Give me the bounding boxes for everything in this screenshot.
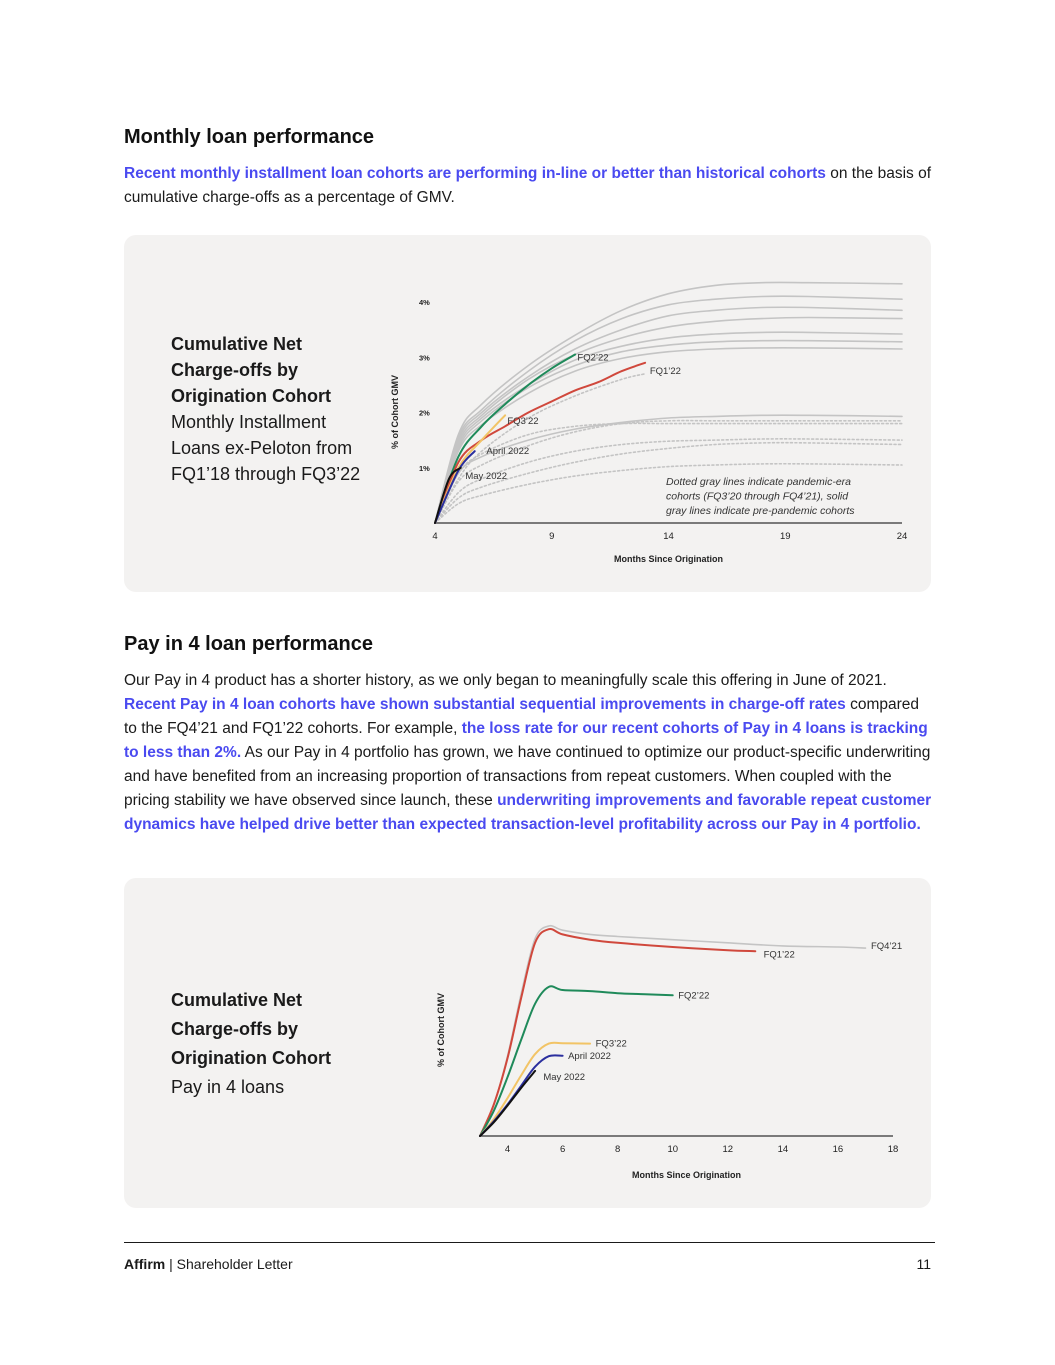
y-tick-label: 1% — [419, 463, 430, 473]
x-tick-label: 12 — [722, 1144, 734, 1155]
caption-subtitle-line: Loans ex-Peloton from — [171, 438, 353, 458]
x-tick-label: 16 — [832, 1144, 844, 1155]
x-axis-title: Months Since Origination — [613, 554, 724, 564]
caption-title-line: Origination Cohort — [171, 386, 331, 406]
body-text: As our Pay in 4 portfolio has grown, we have continued to optimize our product-specific underwriting and have benefited from an increasing proportion of transactions from repeat customers. When coupled with the pricing stability we have observed since launch, these — [124, 744, 931, 809]
footer-divider — [124, 1242, 935, 1243]
body-text: Our Pay in 4 product has a shorter history, as we only began to meaningfully scale this offering in June of 2021. — [124, 672, 887, 689]
y-axis-title: % of Cohort GMV — [390, 375, 400, 449]
series-label: FQ1’22 — [763, 949, 795, 961]
page-number: 11 — [916, 1256, 931, 1272]
series-line-pre-pandemic-cohort-b — [435, 296, 902, 523]
section-body-pay-in-4 — [124, 669, 936, 837]
x-axis-title: Months Since Origination — [631, 1170, 742, 1180]
y-tick-label: 4% — [419, 298, 430, 307]
series-label: April 2022 — [486, 446, 530, 458]
chart-annotation-line: Dotted gray lines indicate pandemic-era — [666, 476, 852, 488]
chart-annotation-line: gray lines indicate pre-pandemic cohorts — [666, 505, 855, 517]
caption-subtitle-line: Pay in 4 loans — [171, 1077, 285, 1097]
body-highlight: Recent Pay in 4 loan cohorts have shown substantial sequential improvements in charge-off rates — [124, 696, 846, 713]
section-intro-monthly — [124, 162, 936, 210]
x-tick-label: 9 — [549, 531, 555, 542]
series-label: FQ3’22 — [507, 415, 539, 427]
caption-title-line: Charge-offs by — [171, 1019, 299, 1039]
caption-title-line: Cumulative Net — [171, 334, 303, 354]
x-tick-label: 14 — [777, 1144, 789, 1155]
x-tick-label: 8 — [615, 1144, 621, 1155]
intro-highlight: Recent monthly installment loan cohorts are performing in-line or better than historical cohorts — [124, 165, 826, 182]
caption-subtitle-line: Monthly Installment — [171, 412, 327, 432]
body-text: compared to the FQ4’21 and FQ1’22 cohorts. For example, — [124, 696, 920, 737]
y-tick-label: 2% — [419, 408, 430, 418]
x-tick-label: 18 — [887, 1144, 899, 1155]
series-line-pandemic-cohort-6 — [435, 374, 645, 523]
chart-panel-monthly — [124, 235, 931, 592]
caption-title-line: Origination Cohort — [171, 1048, 331, 1068]
x-tick-label: 6 — [559, 1144, 566, 1155]
caption-title-line: Cumulative Net — [171, 990, 303, 1010]
section-title-monthly: Monthly loan performance — [124, 126, 375, 148]
chart-monthly-installment — [124, 235, 931, 592]
series-label: FQ2’22 — [577, 352, 609, 364]
chart-annotation-line: cohorts (FQ3’20 through FQ4’21), solid — [666, 490, 849, 503]
chart-pay-in-4 — [124, 878, 931, 1208]
chart-panel-pay-in-4 — [124, 878, 931, 1208]
y-tick-label: 3% — [419, 353, 430, 363]
document-name: Shareholder Letter — [176, 1256, 293, 1272]
caption-title-line: Charge-offs by — [171, 360, 299, 380]
series-line-fq1-22 — [480, 929, 755, 1136]
body-highlight: underwriting improvements and favorable repeat customer dynamics have helped drive better than expected transaction-level profitability across our Pay in 4 portfolio. — [124, 792, 932, 833]
x-tick-label: 24 — [896, 531, 908, 542]
series-label: FQ1’22 — [649, 366, 681, 378]
series-label: May 2022 — [465, 471, 508, 483]
caption-subtitle-line: FQ1’18 through FQ3’22 — [171, 464, 361, 484]
x-tick-label: 10 — [667, 1144, 679, 1155]
footer-separator: | — [165, 1256, 177, 1272]
series-label: April 2022 — [568, 1051, 611, 1063]
y-axis-title: % of Cohort GMV — [436, 993, 446, 1067]
series-label: FQ4’21 — [870, 940, 903, 952]
x-tick-label: 4 — [432, 531, 438, 542]
series-label: FQ3’22 — [595, 1038, 627, 1050]
x-tick-label: 19 — [779, 531, 791, 542]
series-line-fq4-21 — [480, 926, 866, 1136]
footer-label — [124, 1256, 293, 1272]
series-label: FQ2’22 — [678, 990, 710, 1002]
brand-name: Affirm — [124, 1256, 166, 1272]
section-title-pay-in-4: Pay in 4 loan performance — [124, 633, 373, 655]
x-tick-label: 4 — [504, 1144, 511, 1155]
series-label: May 2022 — [543, 1072, 586, 1084]
intro-rest: on the basis of cumulative charge-offs as a percentage of GMV. — [124, 165, 932, 206]
body-highlight: the loss rate for our recent cohorts of Pay in 4 loans is tracking to less than 2%. — [124, 720, 928, 761]
x-tick-label: 14 — [663, 531, 674, 542]
